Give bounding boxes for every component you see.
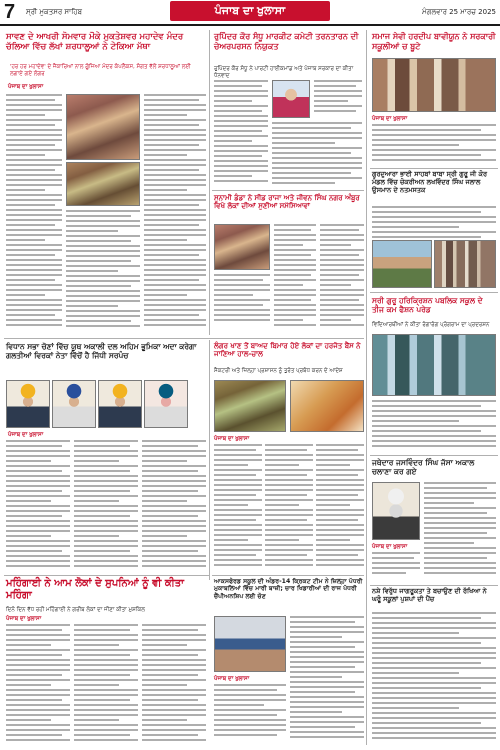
- story5-body-col2: [320, 224, 364, 330]
- story11-body-col1: [290, 616, 364, 744]
- story6-photo: [372, 334, 496, 396]
- story12-body: [372, 612, 496, 744]
- story11-byline: ਪੰਜਾਬ ਦਾ ਖੁਲਾਸਾ: [214, 676, 250, 682]
- story2-headline: ਰੁਪਿੰਦਰ ਕੌਰ ਸੰਧੂ ਮਾਰਕੀਟ ਕਮੇਟੀ ਤਰਨਤਾਰਨ ਦੀ ਚੇਅਰਪਰਸਨ ਨਿਯੁਕਤ: [214, 32, 359, 51]
- story10-body-col1: [6, 624, 70, 744]
- story1-subhead: 'ਹਰ ਹਰ ਮਹਾਦੇਵ' ਦੇ ਜੈਕਾਰਿਆਂ ਨਾਲ ਗੂੰਜਿਆ ਮੰਦਰ ਕੰਪਲੈਕਸ, ਸੰਗਤ ਵੱਲੋਂ ਸ਼ਰਧਾਲੂਆਂ ਲਈ ਲਗਾਏ ਗਏ ਲੰਗਰ: [10, 64, 191, 78]
- story2-body-col3: [314, 80, 362, 120]
- story5-headline: ਸੁਨਾਮੀ ਡੰਡਾ ਨੇ ਸੀਡ ਰਾਜਾ ਅਤੇ ਜੀਵਨ ਸਿੰਘ ਨਗਰ ਅੰਬੂਰ ਵਿਖੇ ਲੋਕਾਂ ਦੀਆਂ ਸੁਣੀਆਂ ਸਮੱਸਿਆਵਾਂ: [214, 194, 360, 211]
- story2-portrait-photo: [272, 80, 310, 118]
- masthead: [0, 0, 500, 26]
- story3-body: [372, 124, 496, 166]
- story7-body-col3: [142, 440, 206, 572]
- story10-subhead: ਦਿਨੋ ਦਿਨ ਵੱਧ ਰਹੀ ਮਹਿੰਗਾਈ ਨੇ ਗਰੀਬ ਲੋਕਾਂ ਦਾ ਜੀਣਾ ਕੀਤਾ ਮੁਸ਼ਕਿਲ: [6, 607, 145, 613]
- story4-photo: [372, 240, 432, 288]
- story1-headline: ਸਾਵਣ ਦੇ ਆਖਰੀ ਸੋਮਵਾਰ ਮੌਕੇ ਮੁਕਤੇਸ਼ਵਰ ਮਹਾਦੇਵ ਮੰਦਰ ਚੱਲਿਆ ਵਿੱਚ ਲੱਖਾਂ ਸ਼ਰਧਾਲੂਆਂ ਨੇ ਟੇਕਿਆ ਮੱਥਾ: [6, 32, 184, 53]
- section-divider: [212, 190, 364, 191]
- story1-photo-crowd: [66, 94, 140, 160]
- story11-headline: ਆਕਸਫੋਰਡ ਸਕੂਲ ਦੀ ਅੰਡਰ-14 ਕ੍ਰਿਕਟ ਟੀਮ ਨੇ ਜ਼ਿਲ੍ਹਾ ਪੱਧਰੀ ਮੁਕਾਬਲਿਆਂ ਵਿੱਚ ਮਾਰੀ ਬਾਜ਼ੀ; ਚਾਰ ਖਿਡਾਰੀਆਂ ਦੀ ਰਾਜ ਪੱਧਰੀ ਚੈਂਪੀਅਨਸ਼ਿਪ ਲਈ ਚੋਣ: [214, 578, 363, 600]
- story5-body-col1: [274, 224, 316, 330]
- story6-headline: ਸ੍ਰੀ ਗੁਰੂ ਹਰਿਕ੍ਰਿਸ਼ਨ ਪਬਲਿਕ ਸਕੂਲ ਦੇ ਤੀਜ ਕਮ ਫੈਸ਼ਨ ਪਰੇਡ: [372, 296, 483, 314]
- story8-headline: ਲੰਗਰ ਖਾਣ ਤੋਂ ਬਾਅਦ ਬਿਮਾਰ ਹੋਏ ਲੋਕਾਂ ਦਾ ਹਰਜੋਤ ਬੈਂਸ ਨੇ ਜਾਣਿਆ ਹਾਲ-ਚਾਲ: [214, 342, 361, 359]
- section-divider: [370, 585, 498, 586]
- section-divider: [4, 338, 364, 339]
- story9-byline: ਪੰਜਾਬ ਦਾ ਖੁਲਾਸਾ: [372, 544, 408, 550]
- story1-body-col2: [66, 210, 140, 334]
- story3-byline: ਪੰਜਾਬ ਦਾ ਖੁਲਾਸਾ: [372, 116, 408, 122]
- story6-body: [372, 400, 496, 452]
- page-number: 7: [4, 1, 16, 23]
- story10-body-col3: [142, 624, 206, 744]
- story8-photo: [214, 380, 286, 432]
- story7-photo-3: [98, 380, 142, 428]
- story10-headline: ਮਹਿੰਗਾਈ ਨੇ ਆਮ ਲੋਕਾਂ ਦੇ ਸੁਪਨਿਆਂ ਨੂੰ ਵੀ ਕੀਤਾ ਮਹਿੰਗਾ: [6, 578, 184, 601]
- story12-headline: ਨਸ਼ੇ ਵਿਰੁੱਧ ਜਾਗਰੂਕਤਾ ਤੇ ਬਚਾਉਣ ਦੀ ਰੱਖਿਆ ਨੇ ਘਰੂੰ ਸਕੂਲਾਂ ਪੁਸ਼ਪਾਂ ਦੀ ਪੈਂਚ: [372, 587, 487, 603]
- story1-body-col1: [6, 94, 62, 334]
- story3-photo: [372, 58, 496, 112]
- story9-body-col2: [372, 552, 420, 582]
- section-divider: [370, 455, 498, 456]
- story8-subhead: ਸੈਕਟਰੀ ਅਤੇ ਜ਼ਿਲ੍ਹਾ ਪ੍ਰਸ਼ਾਸਨ ਨੂੰ ਤੁਰੰਤ ਪ੍ਰਬੰਧ ਕਰਨ ਦੇ ਆਦੇਸ਼: [214, 368, 343, 374]
- story10-body-col2: [74, 624, 138, 744]
- story4-photo-2: [434, 240, 496, 288]
- story1-photo-temple: [66, 162, 140, 206]
- story9-body-col1: [424, 482, 496, 582]
- story8-byline: ਪੰਜਾਬ ਦਾ ਖੁਲਾਸਾ: [214, 436, 250, 442]
- story6-subhead: ਵਿਦਿਆਰਥੀਆਂ ਨੇ ਕੀਤਾ ਰੰਗਾਰੰਗ ਪ੍ਰੋਗਰਾਮ ਦਾ ਪ੍ਰਦਰਸ਼ਨ: [372, 322, 490, 328]
- column-divider: [209, 30, 210, 335]
- section-divider: [4, 575, 209, 576]
- story11-body-col2: [214, 684, 286, 744]
- story11-photo: [214, 616, 286, 672]
- newspaper-title: ਪੰਜਾਬ ਦਾ ਖੁਲਾਸਾ: [170, 1, 330, 21]
- section-name: ਸ੍ਰੀ ਮੁਕਤਸਰ ਸਾਹਿਬ: [26, 8, 83, 16]
- story7-photo-1: [6, 380, 50, 428]
- story7-photo-2: [52, 380, 96, 428]
- story2-body-col1: [214, 80, 268, 188]
- column-divider: [366, 30, 367, 745]
- story7-photo-4: [144, 380, 188, 428]
- story8-body-col3: [316, 444, 364, 572]
- story2-body-col2: [272, 122, 362, 188]
- story5-photo: [214, 224, 270, 270]
- story5-body-col3: [214, 274, 270, 330]
- story8-photo-2: [290, 380, 364, 432]
- section-divider: [370, 292, 498, 293]
- issue-date: ਮੰਗਲਵਾਰ 25 ਮਾਰਚ 2025: [422, 8, 496, 16]
- story8-body-col1: [214, 444, 262, 572]
- story8-body-col2: [265, 444, 313, 572]
- story7-byline: ਪੰਜਾਬ ਦਾ ਖੁਲਾਸਾ: [8, 432, 44, 438]
- story2-subhead: ਰੁਪਿੰਦਰ ਕੌਰ ਸੰਧੂ ਨੇ ਪਾਰਟੀ ਹਾਈਕਮਾਂਡ ਅਤੇ ਪੰਜਾਬ ਸਰਕਾਰ ਦਾ ਕੀਤਾ ਧੰਨਵਾਦ: [214, 66, 354, 80]
- column-divider: [209, 340, 210, 580]
- section-divider: [212, 575, 364, 576]
- story4-headline: ਗੁਰਦੁਆਰਾ ਭਾਈ ਸਾਹਬਾਂ ਬਾਬਾ ਸ੍ਰੀ ਗੁਰੂ ਜੀ ਕੋਰ ਮੰਡਲ ਵਿੱਚ ਚੋਕਰੀਅਨ ਲਖਵਿੰਦਰ ਸਿੰਘ ਜਲਾਲ ਉਸਮਾਨ ਦੇ ਨਤਮਸਤਕ: [372, 170, 487, 194]
- story7-headline: ਵਿਧਾਨ ਸਭਾ ਚੋਣਾਂ ਵਿੱਚ ਯੂਥ ਅਕਾਲੀ ਦਲ ਅਹਿਮ ਭੂਮਿਕਾ ਅਦਾ ਕਰੇਗਾ ਗਲਤੀਆਂ ਵਿਰਕਾਂ ਨੇਤਾ ਵਿੱਚੋਂ ਹੈ ਜਿੱਧੀ ਸਰਪੰਚ: [6, 342, 197, 360]
- story9-headline: ਜਥੇਦਾਰ ਜਸਵਿੰਦਰ ਸਿੰਘ ਜੱਸਾ ਅਕਾਲ ਚਲਾਣਾ ਕਰ ਗਏ: [372, 458, 475, 476]
- story3-headline: ਸਮਾਜ ਸੇਵੀ ਹਰਦੀਪ ਬਾਵੀਯੂਨ ਨੇ ਸਰਕਾਰੀ ਸਕੂਲੀਆਂ ਚ ਬੂਟੇ: [372, 32, 496, 51]
- story10-byline: ਪੰਜਾਬ ਦਾ ਖੁਲਾਸਾ: [6, 616, 42, 622]
- section-divider: [370, 168, 498, 169]
- story9-portrait-photo: [372, 482, 420, 540]
- story7-body-col2: [74, 440, 138, 572]
- story1-byline: ਪੰਜਾਬ ਦਾ ਖੁਲਾਸਾ: [8, 84, 44, 90]
- story1-body-col3: [144, 94, 206, 334]
- story7-body-col1: [6, 440, 70, 572]
